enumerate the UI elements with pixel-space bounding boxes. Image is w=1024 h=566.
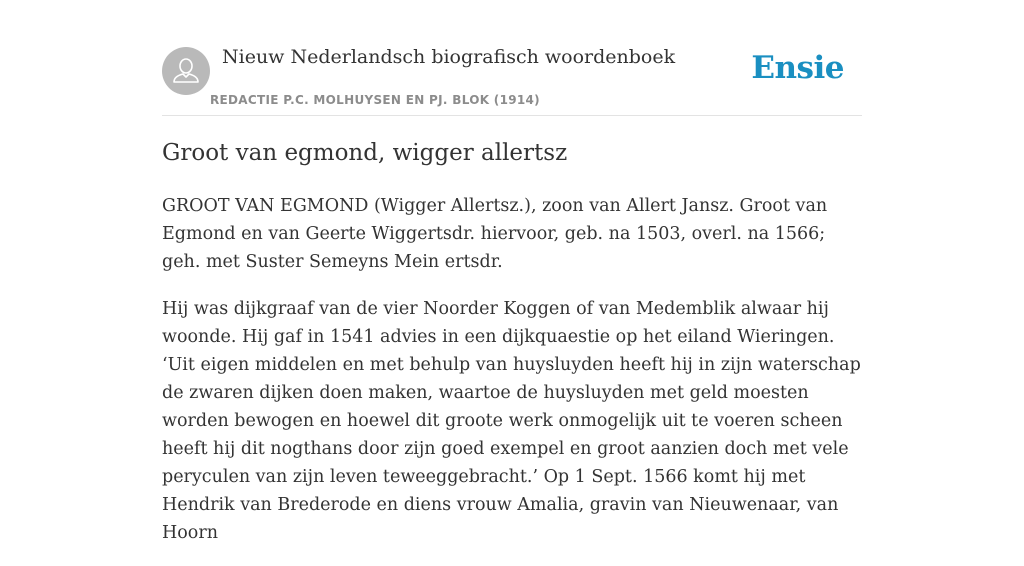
author-avatar[interactable]: [162, 47, 210, 95]
user-icon: [162, 47, 210, 95]
book-editors: REDACTIE P.C. MOLHUYSEN EN PJ. BLOK (1914): [210, 93, 540, 107]
article-title: Groot van egmond, wigger allertsz: [162, 140, 568, 166]
article-body: [162, 192, 862, 566]
article-paragraph: Hij was dijkgraaf van de vier Noorder Koggen of van Medemblik alwaar hij woonde. Hij gaf in 1541 advies in een dijkquaestie op het eiland Wieringen. ‘Uit eigen middelen en met behulp van huysluyden heeft hij in zijn waterschap de zwaren dijken doen maken, waartoe de huysluyden met geld moesten worden bewogen en hoewel dit groote werk onmogelijk uit te voeren scheen heeft hij dit nogthans door zijn goed exempel en groot aanzien doch met vele peryculen van zijn leven teweeggebracht.’ Op 1 Sept. 1566 komt hij met Hendrik van Brederode en diens vrouw Amalia, gravin van Nieuwenaar, van Hoorn: [162, 299, 861, 543]
article-paragraph: GROOT VAN EGMOND (Wigger Allertsz.), zoon van Allert Jansz. Groot van Egmond en van Geerte Wiggertsdr. hiervoor, geb. na 1503, overl. na 1566; geh. met Suster Semeyns Mein ertsdr.: [162, 196, 828, 272]
site-header: [162, 44, 862, 116]
book-title-link[interactable]: Nieuw Nederlandsch biografisch woordenboek: [222, 46, 676, 68]
ensie-logo[interactable]: Ensie: [751, 50, 844, 86]
